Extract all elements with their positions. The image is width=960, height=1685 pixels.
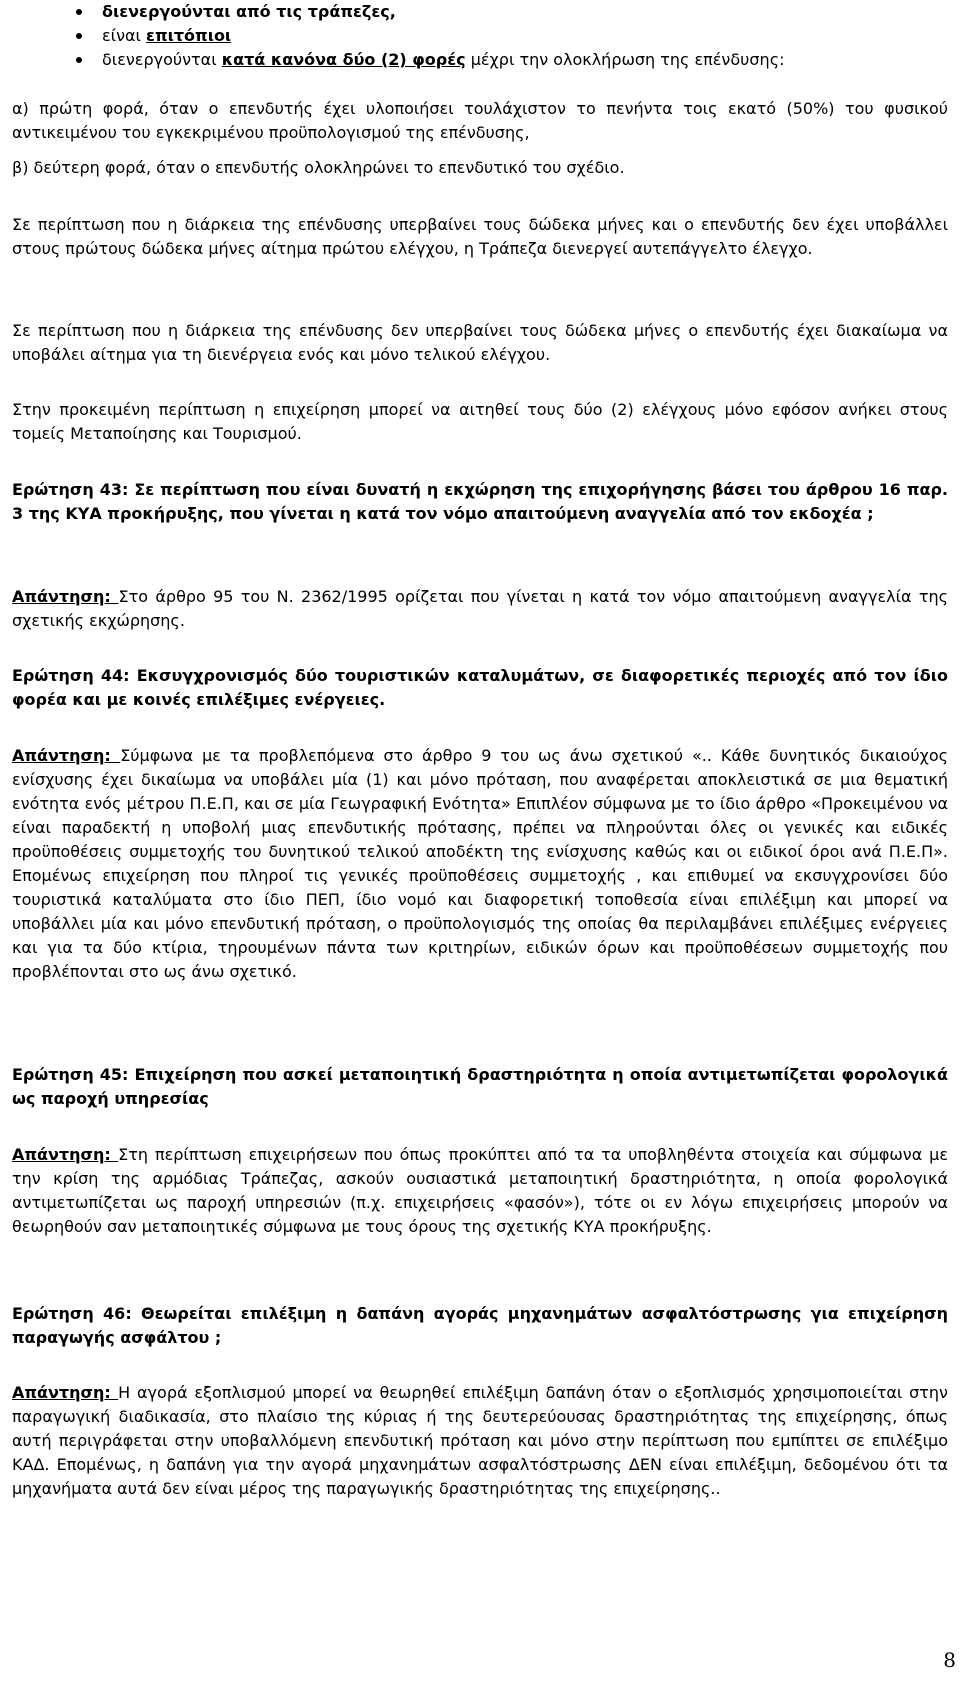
check-bullet-list: [12, 0, 948, 72]
paragraph-e: Στην προκειμένη περίπτωση η επιχείρηση μπορεί να αιτηθεί τους δύο (2) ελέγχους μόνο εφόσον ανήκει στους τομείς Μεταποίησης και Τουρισμού.: [12, 400, 948, 443]
bullet-dot-icon: [76, 57, 82, 63]
answer-text: Στο άρθρο 95 του Ν. 2362/1995 ορίζεται που γίνεται η κατά τον νόμο απαιτούμενη αναγγελία της σχετικής εκχώρησης.: [12, 587, 948, 630]
answer-46: [12, 1381, 948, 1501]
bullet-dot-icon: [76, 9, 82, 15]
bullet-text: διενεργούνται: [102, 50, 222, 69]
answer-43: [12, 585, 948, 633]
paragraph-b: β) δεύτερη φορά, όταν ο επενδυτής ολοκληρώνει το επενδυτικό του σχέδιο.: [12, 158, 625, 177]
bullet-text: είναι: [102, 26, 147, 45]
question-43: Ερώτηση 43: Σε περίπτωση που είναι δυνατή η εκχώρηση της επιχορήγησης βάσει του άρθρου 16 παρ. 3 της ΚΥΑ προκήρυξης, που γίνεται η κατά τον νόμο απαιτούμενη αναγγελία από τον εκδοχέα ;: [12, 480, 948, 523]
bullet-item: [12, 24, 948, 48]
bullet-emphasis: επιτόπιοι: [146, 26, 232, 45]
answer-text: Η αγορά εξοπλισμού μπορεί να θεωρηθεί επιλέξιμη δαπάνη όταν ο εξοπλισμός χρησιμοποιείται στην παραγωγική διαδικασία, στο πλαίσιο της κύριας ή της δευτερεύουσας δραστηριότητας της επιχείρησης, όπως αυτή περιγράφεται στην υποβαλλόμενη επενδυτική πρόταση και μόνο στην περίπτωση που εμπίπτει σε επιλέξιμο ΚΑΔ. Επομένως, η δαπάνη για την αγορά μηχανημάτων ασφαλτόστρωσης ΔΕΝ είναι επιλέξιμη, δεδομένου ότι τα μηχανήματα αυτά δεν είναι μέρος της παραγωγικής δραστηριότητας της επιχείρησης..: [12, 1383, 948, 1498]
answer-label: Απάντηση:: [12, 587, 119, 606]
paragraph-c: Σε περίπτωση που η διάρκεια της επένδυσης υπερβαίνει τους δώδεκα μήνες και ο επενδυτής δεν έχει υποβάλλει στους πρώτους δώδεκα μήνες αίτημα πρώτου ελέγχου, η Τράπεζα διενεργεί αυτεπάγγελτο έλεγχο.: [12, 215, 948, 258]
bullet-text: διενεργούνται από τις τράπεζες,: [102, 2, 396, 21]
bullet-item: [12, 0, 948, 24]
answer-label: Απάντηση:: [12, 1383, 119, 1402]
answer-text: Στη περίπτωση επιχειρήσεων που όπως προκύπτει από τα τα υποβληθέντα στοιχεία και σύμφωνα με την κρίση της αρμόδιας Τράπεζας, ασκούν ουσιαστικά μεταποιητική δραστηριότητα, η οποία φορολογικά αντιμετωπίζεται ως παροχή υπηρεσιών (π.χ. επιχειρήσεις «φασόν»), τότε οι εν λόγω επιχειρήσεις μπορούν να θεωρηθούν σαν μεταποιητικές σύμφωνα με τους όρους της σχετικής ΚΥΑ προκήρυξης.: [12, 1145, 948, 1236]
bullet-item: [12, 48, 948, 72]
page-number: 8: [943, 1648, 956, 1672]
bullet-dot-icon: [76, 33, 82, 39]
paragraph-a: α) πρώτη φορά, όταν ο επενδυτής έχει υλοποιήσει τουλάχιστον το πενήντα τοις εκατό (50%) του φυσικού αντικειμένου του εγκεκριμένου προϋπολογισμού της επένδυσης,: [12, 99, 948, 142]
question-45: Ερώτηση 45: Επιχείρηση που ασκεί μεταποιητική δραστηριότητα η οποία αντιμετωπίζεται φορολογικά ως παροχή υπηρεσίας: [12, 1065, 948, 1108]
answer-label: Απάντηση:: [12, 746, 121, 765]
bullet-emphasis: κατά κανόνα δύο (2) φορές: [221, 50, 466, 69]
answer-label: Απάντηση:: [12, 1145, 119, 1164]
answer-text: Σύμφωνα με τα προβλεπόμενα στο άρθρο 9 του ως άνω σχετικού «.. Κάθε δυνητικός δικαιούχος ενίσχυσης έχει δικαίωμα να υποβάλει μία (1) και μόνο πρόταση, που αναφέρεται αποκλειστικά σε μια θεματική ενότητα ενός μέτρου Π.Ε.Π, και σε μία Γεωγραφική Ενότητα» Επιπλέον σύμφωνα με το ίδιο άρθρο «Προκειμένου να είναι παραδεκτή η υποβολή μιας επενδυτικής πρότασης, πρέπει να πληρούνται όλες οι γενικές και ειδικές προϋποθέσεις συμμετοχής του δυνητικού τελικού αποδέκτη της ενίσχυσης καθώς και οι ειδικοί όροι ανά Π.Ε.Π». Επομένως επιχείρηση που πληροί τις γενικές προϋποθέσεις συμμετοχής , και επιθυμεί να εκσυγχρονίσει δύο τουριστικά καταλύματα στο ίδιο ΠΕΠ, ίδιο νομό και διαφορετική τοποθεσία είναι επιλέξιμη και μπορεί να υποβάλλει μία και μόνο επενδυτική πρόταση, ο προϋπολογισμός της οποίας θα περιλαμβάνει επιλέξιμες ενέργειες και για τα δύο κτίρια, τηρουμένων πάντα των κριτηρίων, ειδικών όρων και προϋποθέσεων συμμετοχής που προβλέπονται στο ως άνω σχετικό.: [12, 746, 948, 981]
bullet-text: μέχρι την ολοκλήρωση της επένδυσης:: [465, 50, 785, 69]
question-46: Ερώτηση 46: Θεωρείται επιλέξιμη η δαπάνη αγοράς μηχανημάτων ασφαλτόστρωσης για επιχείρηση παραγωγής ασφάλτου ;: [12, 1304, 948, 1347]
answer-45: [12, 1143, 948, 1239]
answer-44: [12, 744, 948, 984]
paragraph-d: Σε περίπτωση που η διάρκεια της επένδυσης δεν υπερβαίνει τους δώδεκα μήνες ο επενδυτής έχει διακαίωμα να υποβάλει αίτημα για τη διενέργεια ενός και μόνο τελικού ελέγχου.: [12, 321, 948, 364]
question-44: Ερώτηση 44: Εκσυγχρονισμός δύο τουριστικών καταλυμάτων, σε διαφορετικές περιοχές από τον ίδιο φορέα και με κοινές επιλέξιμες ενέργειες.: [12, 666, 948, 709]
